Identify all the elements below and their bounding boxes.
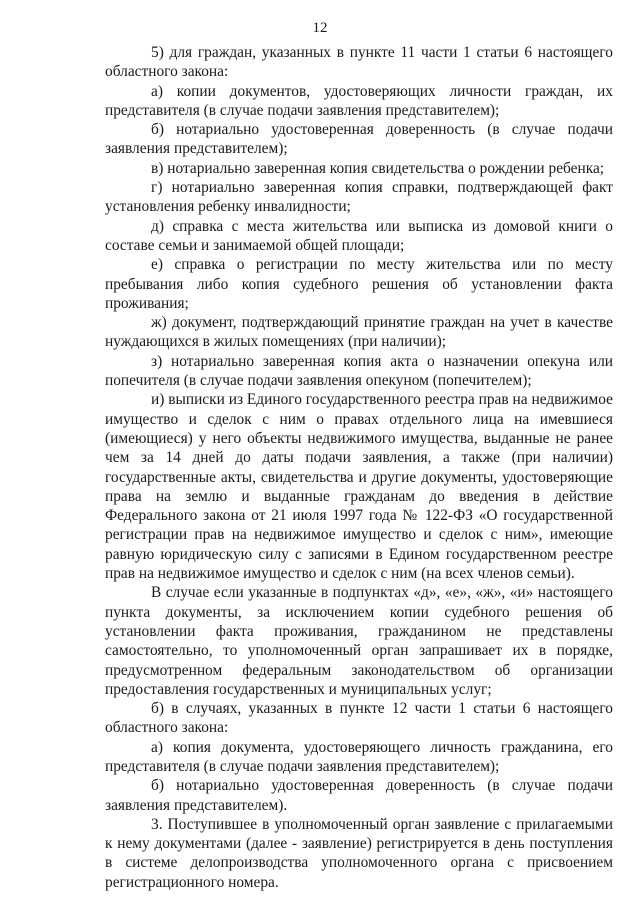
paragraph-item-a: а) копии документов, удостоверяющих личности граждан, их представителя (в случае подачи заявления представителем); [105, 82, 613, 119]
paragraph-item-g: г) нотариально заверенная копия справки, подтверждающей факт установления ребенку инвалидности; [105, 179, 613, 216]
paragraph-item-zh: ж) документ, подтверждающий принятие граждан на учет в качестве нуждающихся в жилых помещениях (при наличии); [105, 314, 613, 351]
paragraph-3: 3. Поступившее в уполномоченный орган заявление с прилагаемыми к нему документами (далее - заявление) регистрируется в день поступления в системе делопроизводства уполномоченного органа с присвоением регистрационного номера. [105, 815, 613, 891]
paragraph-5-intro: 5) для граждан, указанных в пункте 11 части 1 статьи 6 настоящего областного закона: [105, 44, 613, 81]
document-body [105, 43, 613, 892]
paragraph-item-d: д) справка с места жительства или выписка из домовой книги о составе семьи и занимаемой общей площади; [105, 217, 613, 254]
paragraph-item-b: б) нотариально удостоверенная доверенность (в случае подачи заявления представителем); [105, 121, 613, 158]
paragraph-note: В случае если указанные в подпунктах «д», «е», «ж», «и» настоящего пункта документы, за исключением копии судебного решения об установлении факта проживания, гражданином не представлены самостоятельно, то уполномоченный орган запрашивает их в порядке, предусмотренном федеральным законодательством об организации предоставления государственных и муниципальных услуг; [105, 584, 613, 698]
paragraph-item-e: е) справка о регистрации по месту жительства или по месту пребывания либо копия судебного решения об установлении факта проживания; [105, 256, 613, 312]
paragraph-6-item-b: б) нотариально удостоверенная доверенность (в случае подачи заявления представителем). [105, 777, 613, 814]
paragraph-item-i: и) выписки из Единого государственного реестра прав на недвижимое имущество и сделок с ним о правах отдельного лица на имевшиеся (имеющиеся) у него объекты недвижимого имущества, выданные не ранее чем за 14 дней до даты подачи заявления, а также (при наличии) государственные акты, свидетельства и другие документы, удостоверяющие права на землю и выданные гражданам до введения в действие Федерального закона от 21 июля 1997 года № 122-ФЗ «О государственной регистрации прав на недвижимое имущество и сделок с ним», имеющие равную юридическую силу с записями в Едином государственном реестре прав на недвижимое имущество и сделок с ним (на всех членов семьи). [105, 391, 613, 583]
paragraph-item-v: в) нотариально заверенная копия свидетельства о рождении ребенка; [151, 159, 605, 177]
paragraph-6-intro: б) в случаях, указанных в пункте 12 части 1 статьи 6 настоящего областного закона: [105, 700, 613, 737]
page-number: 12 [312, 20, 328, 36]
paragraph-6-item-a: а) копия документа, удостоверяющего личность гражданина, его представителя (в случае подачи заявления представителем); [105, 738, 613, 775]
paragraph-item-z: з) нотариально заверенная копия акта о назначении опекуна или попечителя (в случае подачи заявления опекуном (попечителем); [105, 352, 613, 390]
